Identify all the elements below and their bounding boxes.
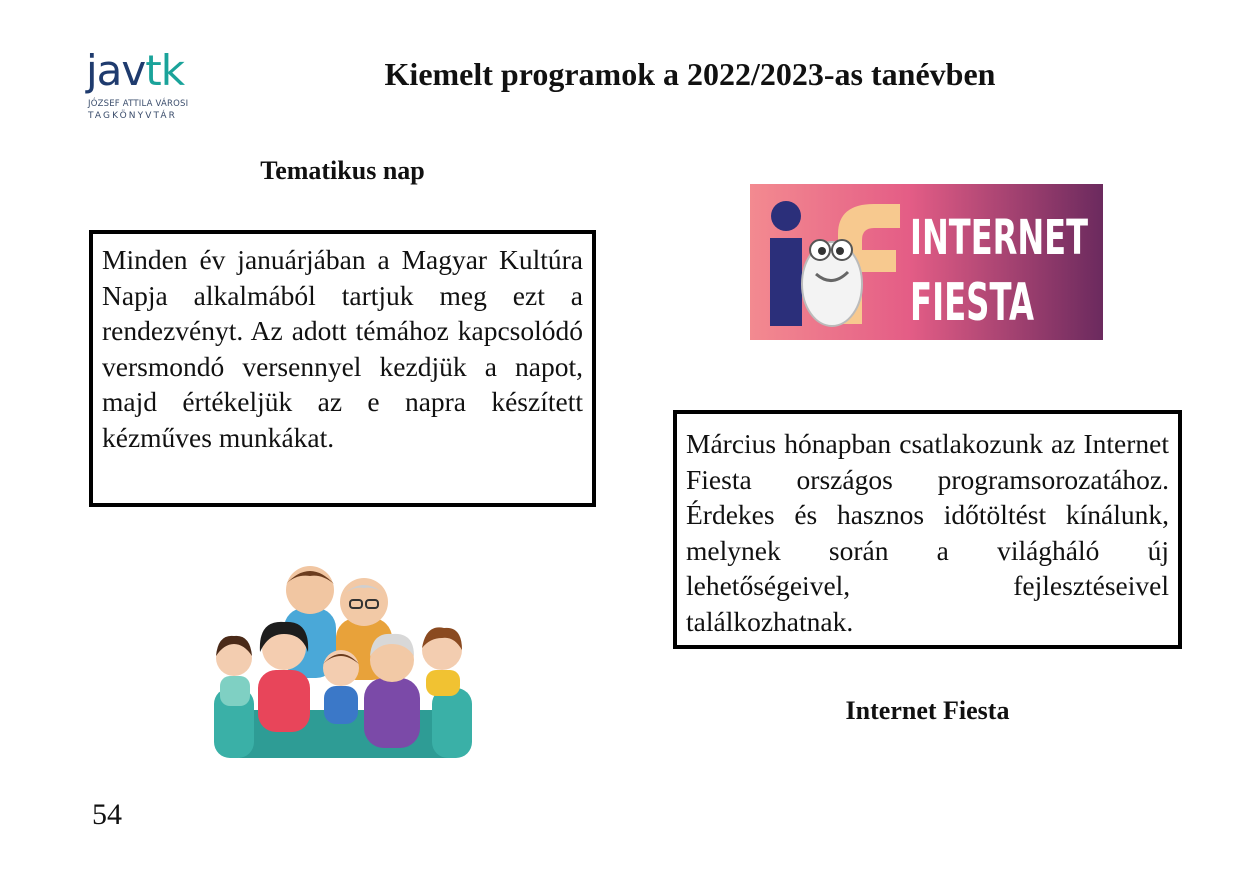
section-heading-internet-fiesta: Internet Fiesta xyxy=(845,696,1010,725)
internet-fiesta-textbox: Március hónapban csatlakozunk az Internet Fiesta országos programsorozatához. Érdekes és hasznos időtöltést kínálunk, melynek során a világháló új lehetőségeivel, fejlesztéseivel találkozhatnak. xyxy=(673,410,1182,649)
internet-fiesta-banner xyxy=(750,184,1103,340)
library-logo xyxy=(86,46,216,122)
sofa-arm-right xyxy=(432,688,472,758)
family-illustration xyxy=(206,560,481,765)
boy-body xyxy=(324,686,358,724)
logo-word-accent: tk xyxy=(145,46,185,95)
banner-line1: INTERNET xyxy=(910,210,1089,266)
logo-subtitle-line2: TAGKÖNYVTÁR xyxy=(88,111,177,121)
grandmother-body xyxy=(364,678,420,748)
thematic-day-textbox: Minden év januárjában a Magyar Kultúra Napja alkalmából tartjuk meg ezt a rendezvényt. Az adott témához kapcsolódó versmondó versennyel kezdjük a napot, majd értékeljük az e napra készített kézműves munkákat. xyxy=(89,230,596,507)
section-heading-thematic-day: Tematikus nap xyxy=(260,156,425,185)
logo-wordmark xyxy=(86,46,185,95)
logo-word-main: jav xyxy=(86,46,146,95)
page-title: Kiemelt programok a 2022/2023-as tanévben xyxy=(384,56,996,92)
banner-line2: FIESTA xyxy=(910,273,1034,333)
page-number: 54 xyxy=(92,798,122,831)
banner-i-dot xyxy=(771,201,801,231)
banner-i-stem xyxy=(770,238,802,326)
logo-subtitle-line1: JÓZSEF ATTILA VÁROSI xyxy=(88,99,189,109)
mother-body xyxy=(258,670,310,732)
